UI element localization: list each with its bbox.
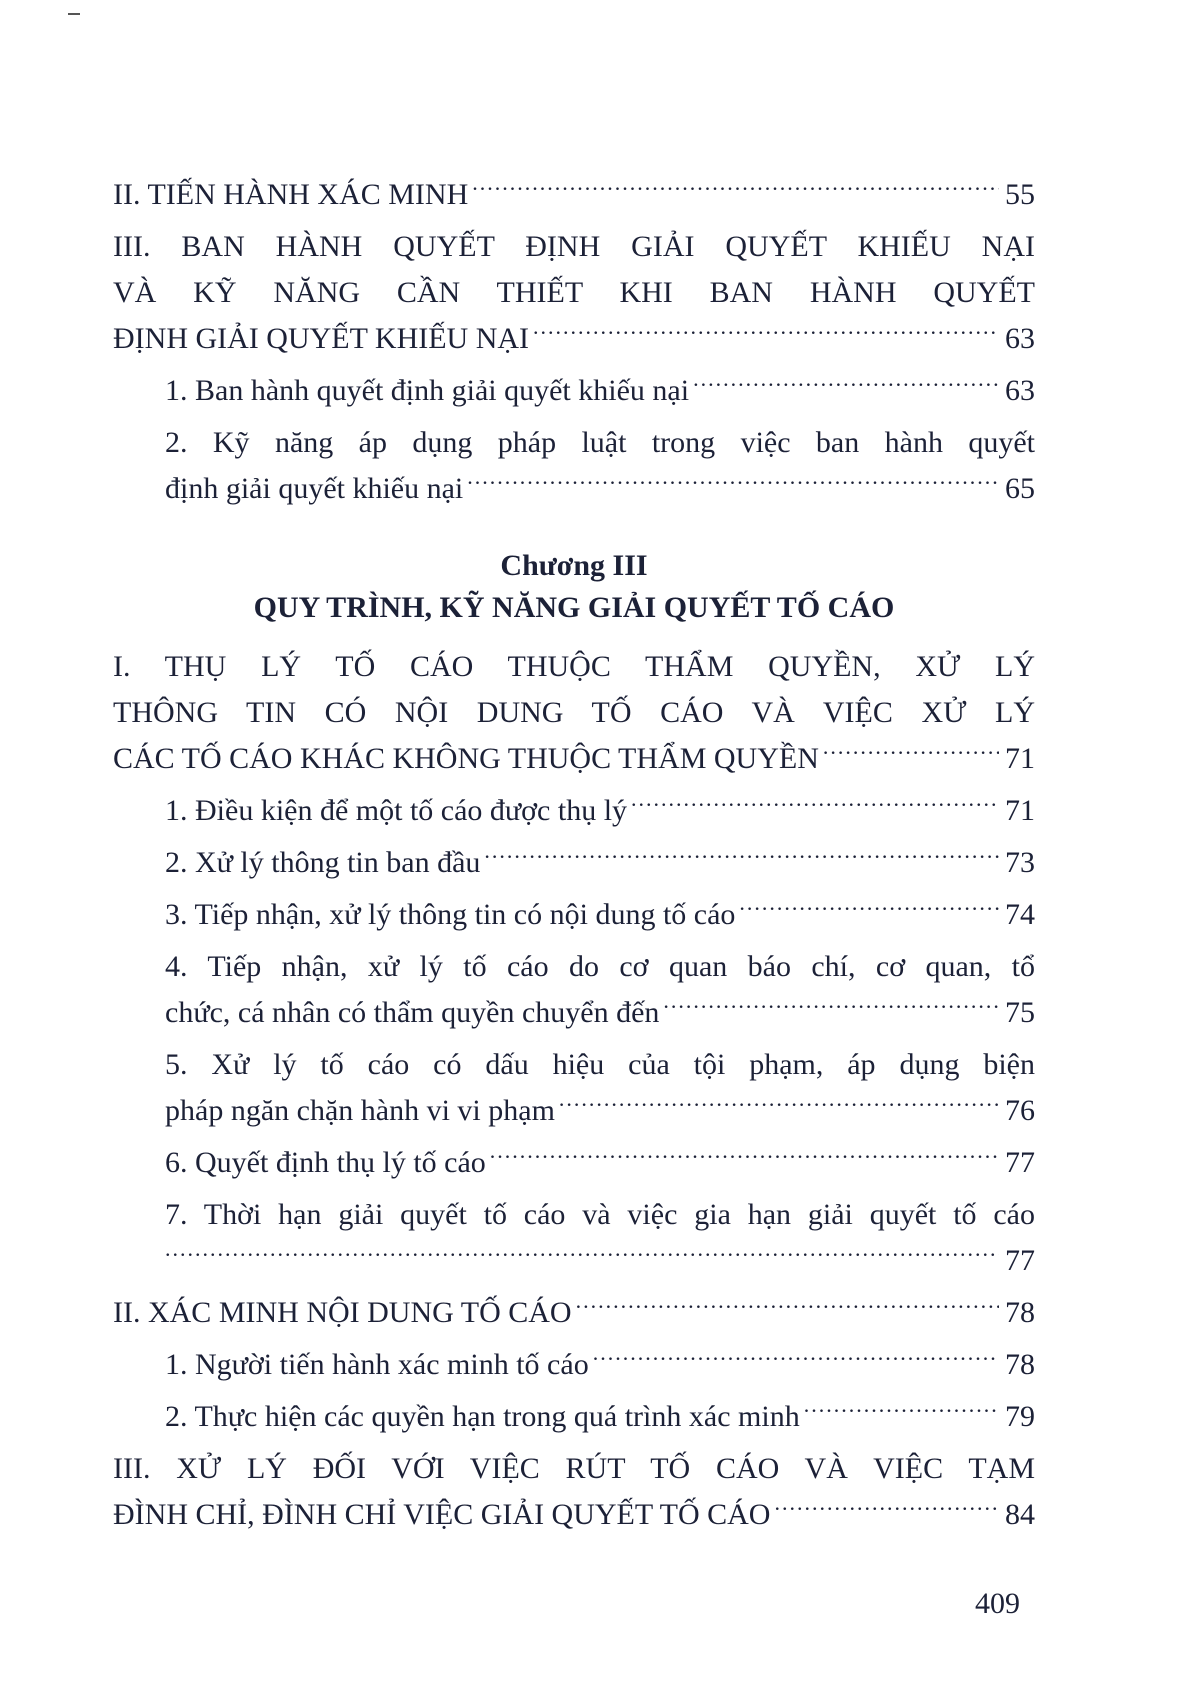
toc-page-number: 63 bbox=[1005, 322, 1035, 355]
toc-entry-text: 3. Tiếp nhận, xử lý thông tin có nội dung tố cáo bbox=[165, 898, 736, 931]
dot-leader bbox=[804, 1396, 999, 1426]
toc-entry-text: chức, cá nhân có thẩm quyền chuyển đến bbox=[165, 996, 660, 1029]
toc-entry-line bbox=[165, 1088, 1035, 1134]
toc-entry-text: II. TIẾN HÀNH XÁC MINH bbox=[113, 178, 469, 211]
toc-entry[interactable] bbox=[165, 944, 1035, 1036]
toc-page-number: 75 bbox=[1005, 996, 1035, 1029]
toc-entry-line bbox=[165, 892, 1035, 938]
dot-leader bbox=[576, 1292, 999, 1322]
toc-entry-text: II. XÁC MINH NỘI DUNG TỐ CÁO bbox=[113, 1296, 572, 1329]
toc-section-after bbox=[113, 644, 1035, 1538]
toc-entry[interactable] bbox=[165, 1042, 1035, 1134]
toc-entry-line: 7. Thời hạn giải quyết tố cáo và việc gia hạn giải quyết tố cáo bbox=[165, 1198, 1035, 1231]
toc-entry[interactable] bbox=[113, 1290, 1035, 1336]
toc-entry-line: THÔNG TIN CÓ NỘI DUNG TỐ CÁO VÀ VIỆC XỬ LÝ bbox=[113, 696, 1035, 729]
dot-leader bbox=[490, 1142, 999, 1172]
toc-entry-line bbox=[165, 840, 1035, 886]
dot-leader bbox=[739, 894, 999, 924]
toc-entry-text: 1. Ban hành quyết định giải quyết khiếu nại bbox=[165, 374, 690, 407]
toc-entry[interactable] bbox=[165, 1342, 1035, 1388]
toc-entry-line bbox=[165, 788, 1035, 834]
toc-page-number: 55 bbox=[1005, 178, 1035, 211]
dot-leader bbox=[472, 174, 999, 204]
toc-page-number: 78 bbox=[1005, 1296, 1035, 1329]
dot-leader bbox=[774, 1494, 999, 1524]
chapter-title: Chương III bbox=[500, 549, 648, 582]
toc-entry-line bbox=[165, 990, 1035, 1036]
toc-entry-text: ĐÌNH CHỈ, ĐÌNH CHỈ VIỆC GIẢI QUYẾT TỐ CÁO bbox=[113, 1498, 771, 1531]
toc-entry-line: III. BAN HÀNH QUYẾT ĐỊNH GIẢI QUYẾT KHIẾU NẠI bbox=[113, 230, 1035, 263]
toc-section-before bbox=[113, 172, 1035, 512]
toc-page-number: 78 bbox=[1005, 1348, 1035, 1381]
toc-entry[interactable] bbox=[165, 1140, 1035, 1186]
toc-entry-line bbox=[113, 316, 1035, 362]
toc-entry[interactable] bbox=[165, 1192, 1035, 1284]
toc-page-number: 63 bbox=[1005, 374, 1035, 407]
toc-entry-text: pháp ngăn chặn hành vi vi phạm bbox=[165, 1094, 555, 1127]
toc-entry[interactable] bbox=[113, 172, 1035, 218]
toc-entry-line bbox=[113, 1290, 1035, 1336]
dot-leader bbox=[559, 1090, 999, 1120]
toc-entry-line bbox=[165, 1140, 1035, 1186]
toc-entry-text: 2. Xử lý thông tin ban đầu bbox=[165, 846, 481, 879]
toc-entry-line bbox=[165, 1238, 1035, 1284]
toc-entry-line: III. XỬ LÝ ĐỐI VỚI VIỆC RÚT TỐ CÁO VÀ VIỆC TẠM bbox=[113, 1452, 1035, 1485]
toc-entry-text: 1. Người tiến hành xác minh tố cáo bbox=[165, 1348, 589, 1381]
toc-page-number: 84 bbox=[1005, 1498, 1035, 1531]
chapter-subtitle: QUY TRÌNH, KỸ NĂNG GIẢI QUYẾT TỐ CÁO bbox=[253, 591, 895, 624]
dot-leader bbox=[484, 842, 999, 872]
toc-page-number: 65 bbox=[1005, 472, 1035, 505]
toc-entry-line bbox=[113, 1492, 1035, 1538]
page-number: 409 bbox=[975, 1587, 1020, 1620]
toc-entry[interactable] bbox=[113, 224, 1035, 362]
dot-leader bbox=[631, 790, 999, 820]
toc-entry-text: 6. Quyết định thụ lý tố cáo bbox=[165, 1146, 486, 1179]
toc-entry-line bbox=[165, 466, 1035, 512]
dot-leader bbox=[663, 992, 999, 1022]
scan-mark bbox=[68, 13, 80, 15]
toc-entry-text: ĐỊNH GIẢI QUYẾT KHIẾU NẠI bbox=[113, 322, 530, 355]
toc-entry-line bbox=[165, 368, 1035, 414]
toc-page-number: 77 bbox=[1005, 1244, 1035, 1277]
dot-leader bbox=[165, 1240, 999, 1270]
toc-entry-line: VÀ KỸ NĂNG CẦN THIẾT KHI BAN HÀNH QUYẾT bbox=[113, 276, 1035, 309]
toc-entry-line bbox=[165, 1394, 1035, 1440]
chapter-heading bbox=[113, 546, 1035, 630]
dot-leader bbox=[533, 318, 999, 348]
toc-entry-line: 2. Kỹ năng áp dụng pháp luật trong việc ban hành quyết bbox=[165, 426, 1035, 459]
toc-entry[interactable] bbox=[165, 1394, 1035, 1440]
toc-page-number: 71 bbox=[1005, 742, 1035, 775]
toc-entry-text: 2. Thực hiện các quyền hạn trong quá trình xác minh bbox=[165, 1400, 800, 1433]
toc-entry[interactable] bbox=[165, 420, 1035, 512]
toc-page-number: 76 bbox=[1005, 1094, 1035, 1127]
toc-entry[interactable] bbox=[165, 788, 1035, 834]
toc-page-number: 74 bbox=[1005, 898, 1035, 931]
toc-entry-line bbox=[113, 736, 1035, 782]
toc-entry-line bbox=[113, 172, 1035, 218]
toc-entry[interactable] bbox=[165, 892, 1035, 938]
toc-entry[interactable] bbox=[165, 840, 1035, 886]
toc-entry[interactable] bbox=[113, 644, 1035, 782]
toc-entry-text: CÁC TỐ CÁO KHÁC KHÔNG THUỘC THẨM QUYỀN bbox=[113, 742, 819, 775]
toc-page-number: 79 bbox=[1005, 1400, 1035, 1433]
toc-entry-text: định giải quyết khiếu nại bbox=[165, 472, 464, 505]
toc-entry[interactable] bbox=[113, 1446, 1035, 1538]
toc-entry-line: 4. Tiếp nhận, xử lý tố cáo do cơ quan báo chí, cơ quan, tổ bbox=[165, 950, 1035, 983]
toc-page-number: 77 bbox=[1005, 1146, 1035, 1179]
dot-leader bbox=[693, 370, 999, 400]
dot-leader bbox=[467, 468, 999, 498]
toc-entry[interactable] bbox=[165, 368, 1035, 414]
dot-leader bbox=[593, 1344, 999, 1374]
toc-entry-line: 5. Xử lý tố cáo có dấu hiệu của tội phạm, áp dụng biện bbox=[165, 1048, 1035, 1081]
toc-entry-line bbox=[165, 1342, 1035, 1388]
toc-page-number: 73 bbox=[1005, 846, 1035, 879]
toc-page-number: 71 bbox=[1005, 794, 1035, 827]
table-of-contents bbox=[113, 172, 1035, 1538]
dot-leader bbox=[823, 738, 999, 768]
toc-entry-text: 1. Điều kiện để một tố cáo được thụ lý bbox=[165, 794, 628, 827]
toc-entry-line: I. THỤ LÝ TỐ CÁO THUỘC THẨM QUYỀN, XỬ LÝ bbox=[113, 650, 1035, 683]
